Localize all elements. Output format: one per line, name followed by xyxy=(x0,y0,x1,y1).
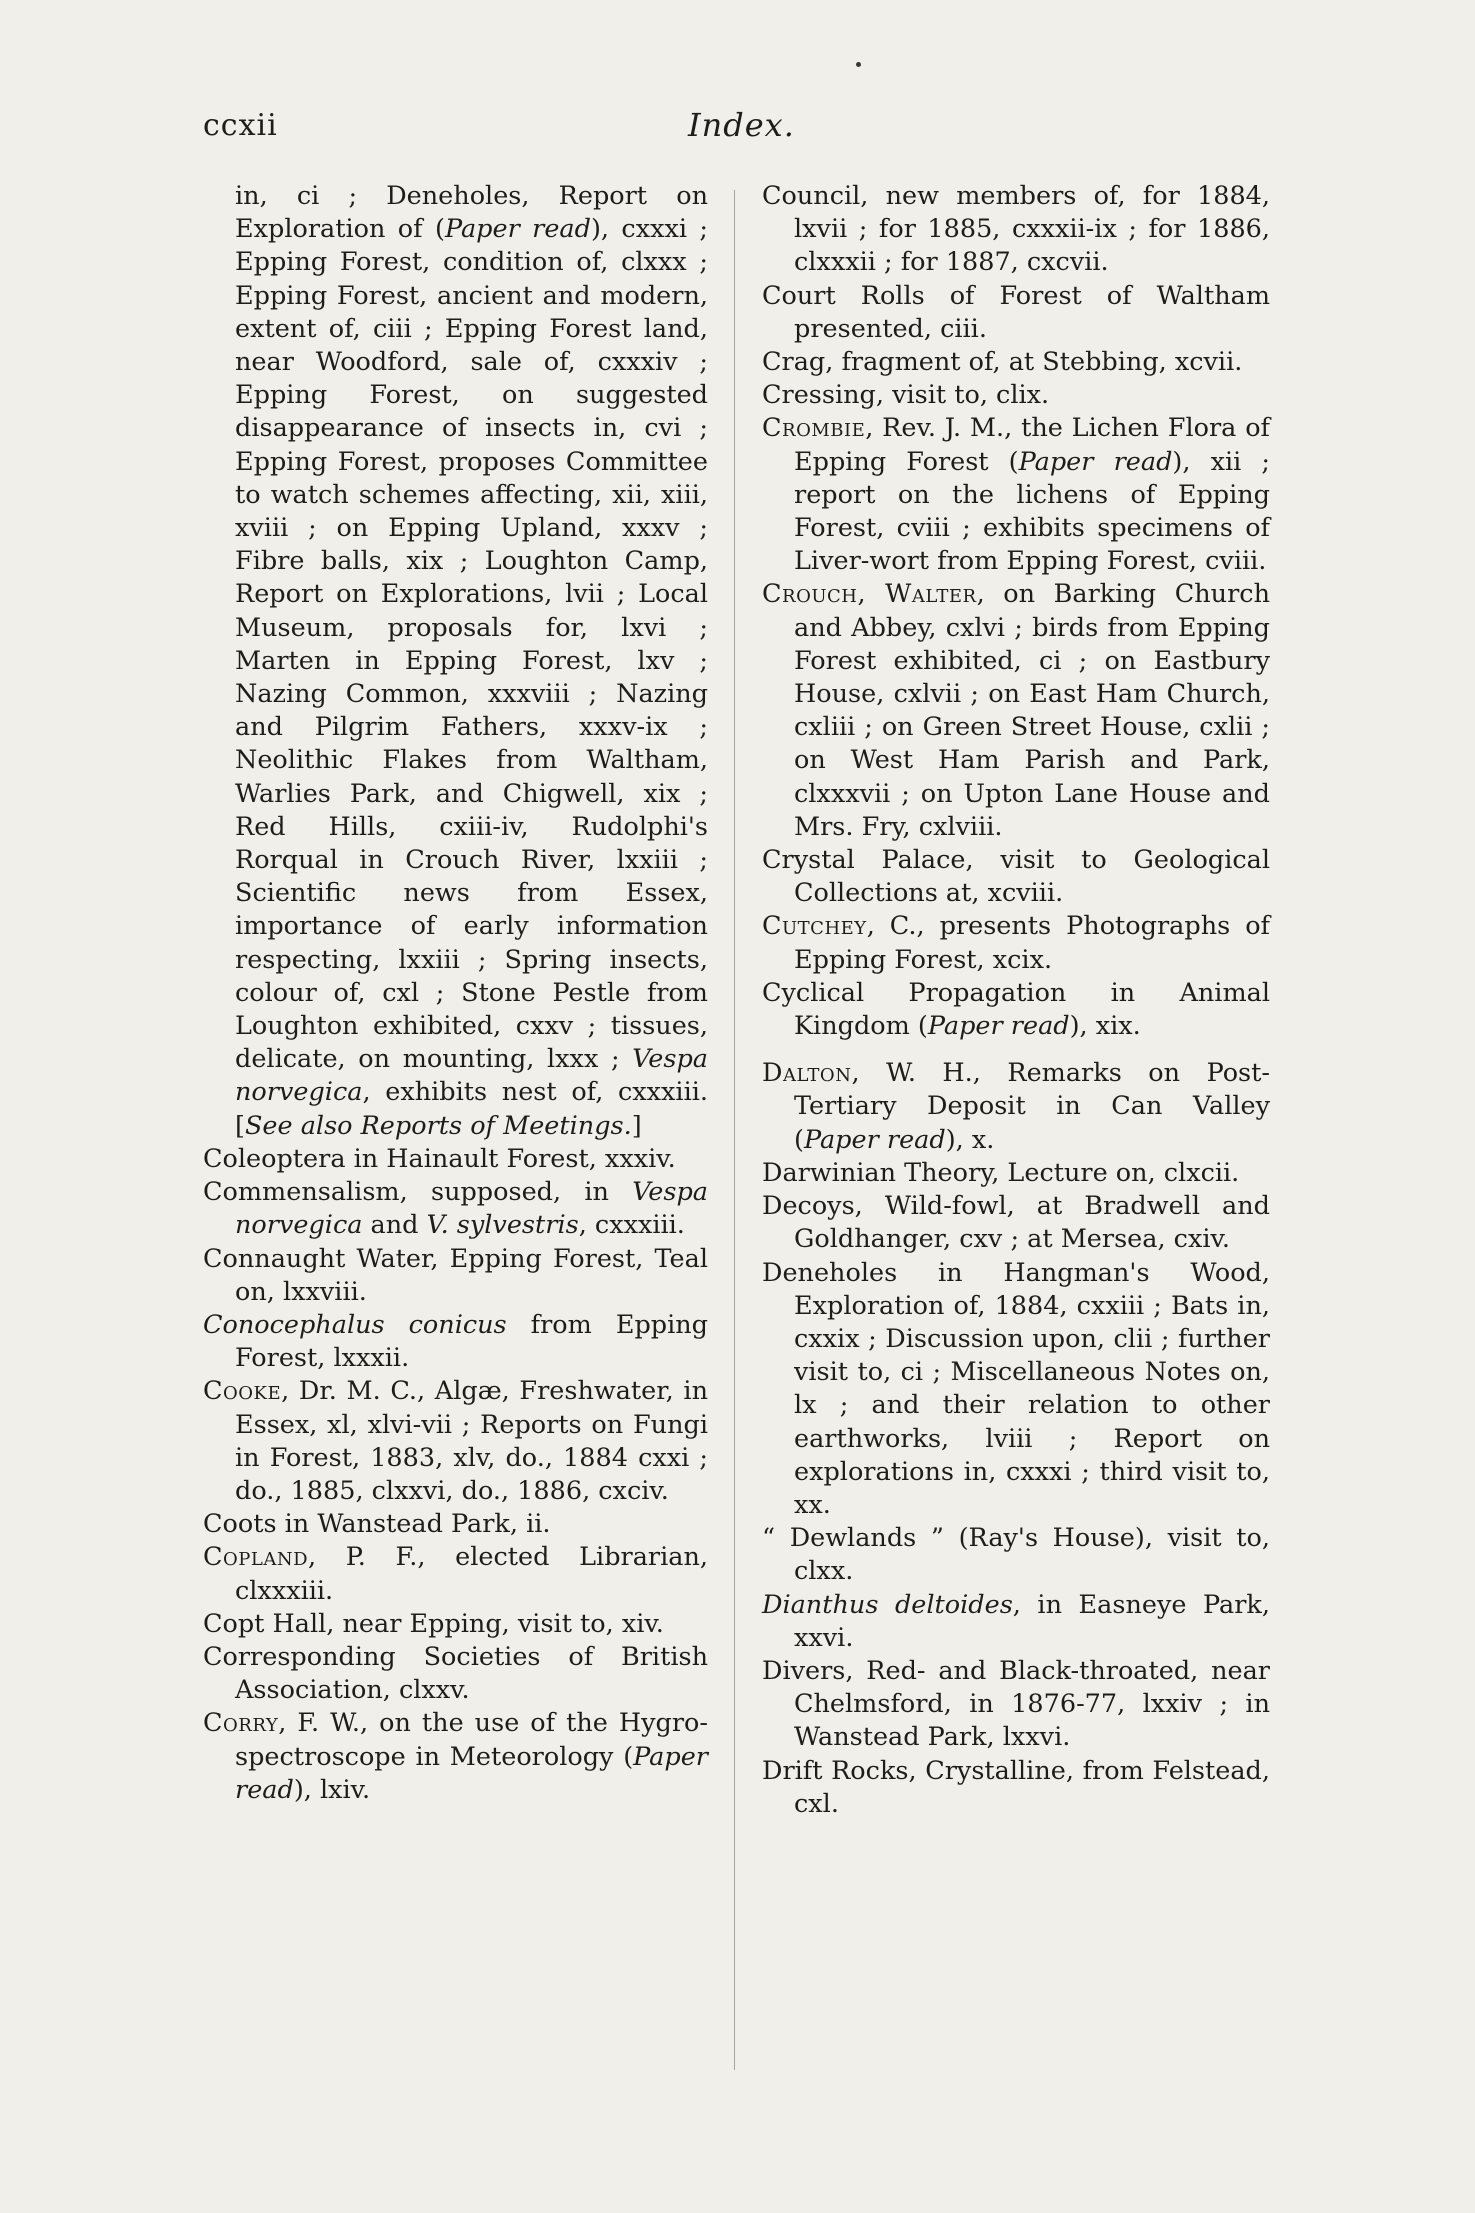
italic-text: Paper read xyxy=(444,214,591,245)
entry-text: , C., presents Photographs of Epping Forest, xcix. xyxy=(794,911,1270,975)
entry-text: , cxxxiii. xyxy=(578,1210,685,1241)
running-head: Index. xyxy=(688,106,795,144)
entry-text: “ Dewlands ” (Ray's House), visit to, clxx. xyxy=(762,1523,1270,1587)
index-entry xyxy=(203,1143,708,1176)
italic-text: Vespa norvegica xyxy=(235,1177,708,1241)
entry-text: , Dr. M. C., Algæ, Freshwater, in Essex, xl, xlvi-vii ; Reports on Fungi in Forest, 1883, xlv, do., 1884 cxxi ; do., 1885, clxxvi, do., 1886, cxciv. xyxy=(235,1376,708,1506)
italic-text: Paper read xyxy=(927,1011,1070,1042)
index-entry xyxy=(762,1522,1270,1588)
index-entry xyxy=(203,1641,708,1707)
entry-text: in, ci ; Deneholes, Report on Exploration of ( xyxy=(235,181,708,245)
italic-text: Paper read xyxy=(803,1124,946,1155)
entry-text: Commensalism, supposed, in xyxy=(203,1177,633,1208)
index-entry xyxy=(762,280,1270,346)
entry-text: Decoys, Wild-fowl, at Bradwell and Goldhanger, cxv ; at Mersea, cxiv. xyxy=(762,1191,1270,1255)
entry-text: ), xix. xyxy=(1069,1011,1141,1042)
author-name: Cooke xyxy=(203,1376,282,1407)
entry-text: Council, new members of, for 1884, lxvii ; for 1885, cxxxii-ix ; for 1886, clxxxii ; for 1887, cxcvii. xyxy=(762,181,1270,278)
index-entry xyxy=(203,180,708,1143)
index-entry xyxy=(203,1707,708,1807)
index-entry xyxy=(762,844,1270,910)
entry-text: Crag, fragment of, at Stebbing, xcvii. xyxy=(762,347,1243,378)
entry-text: Coots in Wanstead Park, ii. xyxy=(203,1509,551,1540)
entry-text: , on Barking Church and Abbey, cxlvi ; birds from Epping Forest exhibited, ci ; on Eastbury House, cxlvii ; on East Ham Church, cxliii ; on Green Street House, cxlii ; on West Ham Parish and Park, clxxxvii ; on Upton Lane House and Mrs. Fry, cxlviii. xyxy=(794,579,1270,842)
index-entry xyxy=(203,1508,708,1541)
index-entry xyxy=(762,1589,1270,1655)
index-column-left xyxy=(203,180,708,1807)
entry-text: , in Easneye Park, xxvi. xyxy=(794,1589,1270,1653)
entry-text: ), xii ; report on the lichens of Epping Forest, cviii ; exhibits specimens of Liver-wort from Epping Forest, cviii. xyxy=(794,446,1270,577)
author-name: Dalton xyxy=(762,1058,852,1089)
index-entry xyxy=(762,578,1270,844)
page-folio: ccxii xyxy=(203,108,278,143)
index-entry xyxy=(762,977,1270,1043)
entry-text: ] xyxy=(631,1110,642,1141)
index-entry xyxy=(762,379,1270,412)
entry-text: , F. W., on the use of the Hygro-spectroscope in Meteorology ( xyxy=(235,1708,708,1772)
column-divider xyxy=(734,190,735,2070)
entry-text: and xyxy=(362,1210,427,1241)
entry-text: , exhibits nest of, cxxxiii. [ xyxy=(235,1077,708,1141)
entry-text: Coleoptera in Hainault Forest, xxxiv. xyxy=(203,1143,676,1174)
ink-speck xyxy=(856,62,861,67)
entry-text: , W. H., Remarks on Post-Tertiary Deposit in Can Valley ( xyxy=(794,1058,1270,1155)
entry-text: Connaught Water, Epping Forest, Teal on, lxxviii. xyxy=(203,1243,708,1307)
entry-text: Corresponding Societies of British Association, clxxv. xyxy=(203,1641,708,1706)
entry-text: Copt Hall, near Epping, visit to, xiv. xyxy=(203,1608,664,1639)
entry-text: Deneholes in Hangman's Wood, Exploration of, 1884, cxxiii ; Bats in, cxxix ; Discussion upon, clii ; further visit to, ci ; Miscellaneous Notes on, lx ; and their relation to other earthworks, lviii ; Report on explorations in, cxxxi ; third visit to, xx. xyxy=(762,1257,1270,1520)
italic-text: Conocephalus conicus xyxy=(203,1309,507,1340)
index-entry xyxy=(762,1190,1270,1256)
index-entry xyxy=(762,346,1270,379)
entry-text: Darwinian Theory, Lecture on, clxcii. xyxy=(762,1157,1240,1188)
author-name: Crombie xyxy=(762,413,866,444)
index-column-right xyxy=(762,180,1270,1821)
entry-text: ), x. xyxy=(945,1124,995,1155)
index-entry xyxy=(762,1157,1270,1190)
italic-text: Vespa norvegica xyxy=(235,1044,708,1108)
entry-text: Divers, Red- and Black-throated, near Chelmsford, in 1876-77, lxxiv ; in Wanstead Park, lxxvi. xyxy=(762,1655,1270,1753)
entry-text: , P. F., elected Librarian, clxxxiii. xyxy=(235,1542,708,1606)
index-entry xyxy=(762,1257,1270,1523)
author-name: Crouch, Walter xyxy=(762,579,977,610)
index-entry xyxy=(203,1243,708,1309)
index-entry xyxy=(762,1655,1270,1755)
entry-text: Crystal Palace, visit to Geological Collections at, xcviii. xyxy=(762,845,1270,909)
index-entry xyxy=(203,1375,708,1508)
index-entry xyxy=(203,1608,708,1641)
index-entry xyxy=(762,412,1270,578)
entry-text: Cressing, visit to, clix. xyxy=(762,380,1050,411)
italic-text: Dianthus deltoides xyxy=(762,1589,1013,1620)
italic-text: Paper read xyxy=(1018,446,1173,477)
entry-text: , Rev. J. M., the Lichen Flora of Epping Forest ( xyxy=(794,413,1270,477)
index-entry xyxy=(203,1176,708,1242)
author-name: Corry xyxy=(203,1708,279,1739)
italic-text: Paper read xyxy=(235,1741,708,1805)
author-name: Copland xyxy=(203,1542,309,1573)
index-entry xyxy=(762,1057,1270,1157)
index-entry xyxy=(762,180,1270,280)
entry-text: Court Rolls of Forest of Waltham presented, ciii. xyxy=(762,280,1270,344)
author-name: Cutchey xyxy=(762,911,867,942)
index-entry xyxy=(762,1755,1270,1821)
index-entry xyxy=(762,910,1270,976)
italic-text: See also Reports of Meetings. xyxy=(244,1110,632,1141)
entry-text: Cyclical Propagation in Animal Kingdom ( xyxy=(762,977,1270,1042)
entry-text: Drift Rocks, Crystalline, from Felstead, cxl. xyxy=(762,1755,1270,1819)
italic-text: V. sylvestris xyxy=(426,1210,579,1241)
index-entry xyxy=(203,1541,708,1607)
entry-text: from Epping Forest, lxxxii. xyxy=(235,1309,708,1374)
entry-text: ), cxxxi ; Epping Forest, condition of, clxxx ; Epping Forest, ancient and modern, extent of, ciii ; Epping Forest land, near Woodford, sale of, cxxxiv ; Epping Forest, on suggested disappearance of insects in, cvi ; Epping Forest, proposes Committee to watch schemes affecting, xii, xiii, xviii ; on Epping Upland, xxxv ; Fibre balls, xix ; Loughton Camp, Report on Explorations, lvii ; Local Museum, proposals for, lxvi ; Marten in Epping Forest, lxv ; Nazing Common, xxxviii ; Nazing and Pilgrim Fathers, xxxv-ix ; Neolithic Flakes from Waltham, Warlies Park, and Chigwell, xix ; Red Hills, cxiii-iv, Rudolphi's Rorqual in Crouch River, lxxiii ; Scientific news from Essex, importance of early information respecting, lxxiii ; Spring insects, colour of, cxl ; Stone Pestle from Loughton exhibited, cxxv ; tissues, delicate, on mounting, lxxx ; xyxy=(235,214,708,1075)
entry-text: ), lxiv. xyxy=(293,1774,371,1805)
index-entry xyxy=(203,1309,708,1375)
